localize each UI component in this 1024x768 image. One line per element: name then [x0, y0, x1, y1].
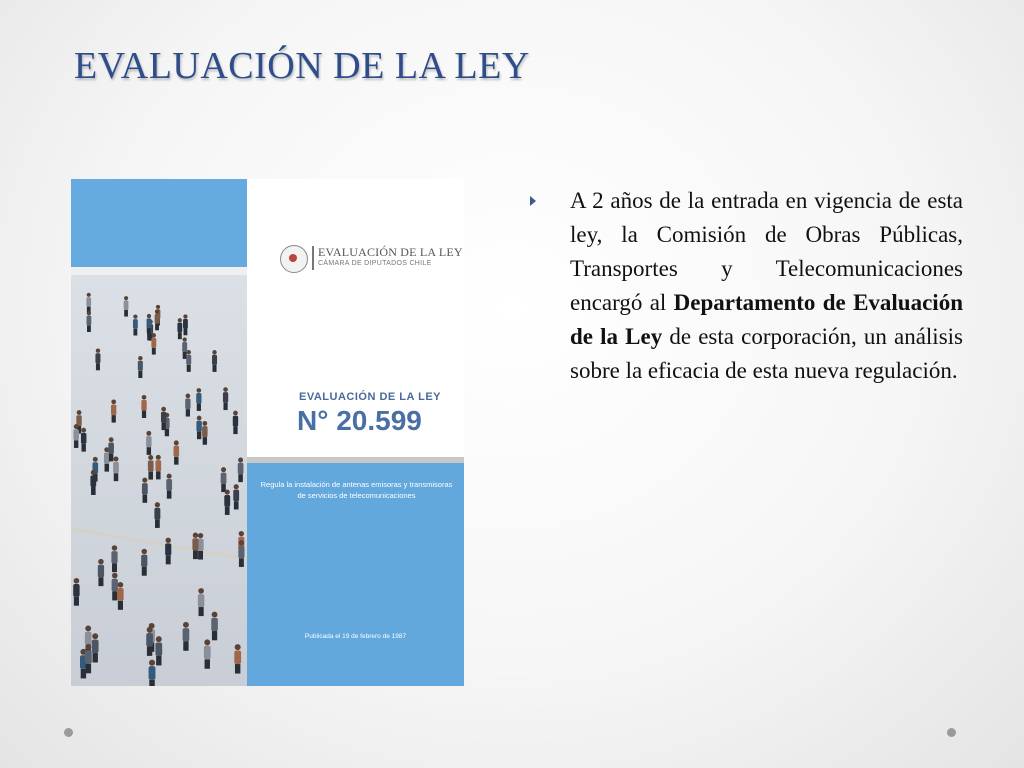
logo-subtitle: CÁMARA DE DIPUTADOS CHILE — [318, 260, 432, 267]
chamber-seal-icon — [280, 245, 308, 273]
report-cover-image — [71, 179, 464, 686]
slide-title: EVALUACIÓN DE LA LEY — [74, 45, 530, 87]
dot-icon — [947, 728, 956, 737]
crowd-photo — [71, 179, 247, 686]
law-number: N° 20.599 — [297, 405, 422, 436]
department-name: Departamento de Evaluación de la Ley — [570, 290, 963, 349]
bullet-item — [530, 184, 963, 388]
logo-title: EVALUACIÓN DE LA LEY — [318, 245, 463, 259]
cover-description-panel — [247, 463, 464, 686]
publication-date: Publicada el 19 de febrero de 1987 — [304, 633, 407, 640]
triangle-right-icon — [530, 196, 536, 206]
cover-subtitle: EVALUACIÓN DE LA LEY — [299, 391, 442, 403]
chamber-logo — [280, 245, 463, 275]
cover-description: Regula la instalación de antenas emisoras y transmisoras de servicios de telecomunicaciones — [260, 480, 453, 500]
dot-icon — [64, 728, 73, 737]
bullet-text: A 2 años de la entrada en vigencia de esta ley, la Comisión de Obras Públicas, Transportes y Telecomunicaciones encargó al Departamento de Evaluación de la Ley de esta corporación, un análisis sobre la eficacia de esta nueva regulación. — [570, 188, 963, 383]
